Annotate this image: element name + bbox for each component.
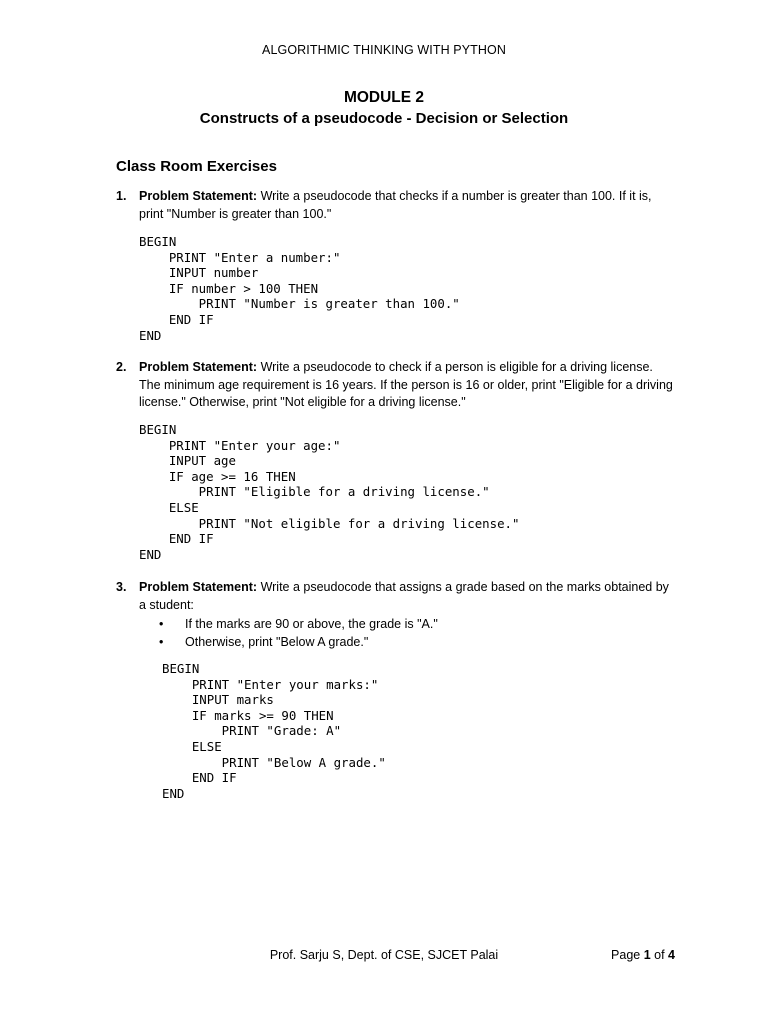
problem-statement <box>139 359 676 412</box>
page-number: Page 1 of 4 <box>611 948 675 962</box>
exercise-1 <box>116 188 676 223</box>
exercise-3 <box>116 579 676 651</box>
exercise-number: 3. <box>116 580 127 594</box>
section-title: Class Room Exercises <box>116 158 277 175</box>
module-title: MODULE 2 <box>343 89 425 106</box>
problem-label: Problem Statement: <box>139 360 258 374</box>
footer-author: Prof. Sarju S, Dept. of CSE, SJCET Palai <box>269 948 499 962</box>
problem-text: Write a pseudocode that assigns a grade based on the marks obtained by a student: <box>139 580 669 612</box>
problem-statement <box>139 188 676 223</box>
pseudocode-block-2: BEGIN PRINT "Enter your age:" INPUT age IF age >= 16 THEN PRINT "Eligible for a driving license." ELSE PRINT "Not eligible for a driving license." END IF END <box>139 422 520 562</box>
bullet-icon: • <box>159 617 164 631</box>
list-item: • If the marks are 90 or above, the grade is "A." <box>139 616 676 634</box>
bullet-list <box>139 616 676 651</box>
exercise-number: 2. <box>116 360 127 374</box>
exercise-number: 1. <box>116 189 127 203</box>
list-item: • Otherwise, print "Below A grade." <box>139 634 676 652</box>
bullet-icon: • <box>159 634 164 649</box>
problem-label: Problem Statement: <box>139 189 258 203</box>
pseudocode-block-1: BEGIN PRINT "Enter a number:" INPUT number IF number > 100 THEN PRINT "Number is greater than 100." END IF END <box>139 234 460 343</box>
pseudocode-block-3: BEGIN PRINT "Enter your marks:" INPUT marks IF marks >= 90 THEN PRINT "Grade: A" ELSE PRINT "Below A grade." END IF END <box>162 661 386 801</box>
module-subtitle: Constructs of a pseudocode - Decision or Selection <box>199 110 569 127</box>
problem-statement <box>139 579 676 614</box>
exercise-2 <box>116 359 676 412</box>
problem-text: Write a pseudocode to check if a person is eligible for a driving license. The minimum age requirement is 16 years. If the person is 16 or older, print "Eligible for a driving license." Otherwise, print "Not eligible for a driving license." <box>139 360 673 409</box>
problem-label: Problem Statement: <box>139 580 258 594</box>
problem-text: Write a pseudocode that checks if a number is greater than 100. If it is, print "Number is greater than 100." <box>139 189 652 221</box>
page-header: ALGORITHMIC THINKING WITH PYTHON <box>262 43 506 57</box>
